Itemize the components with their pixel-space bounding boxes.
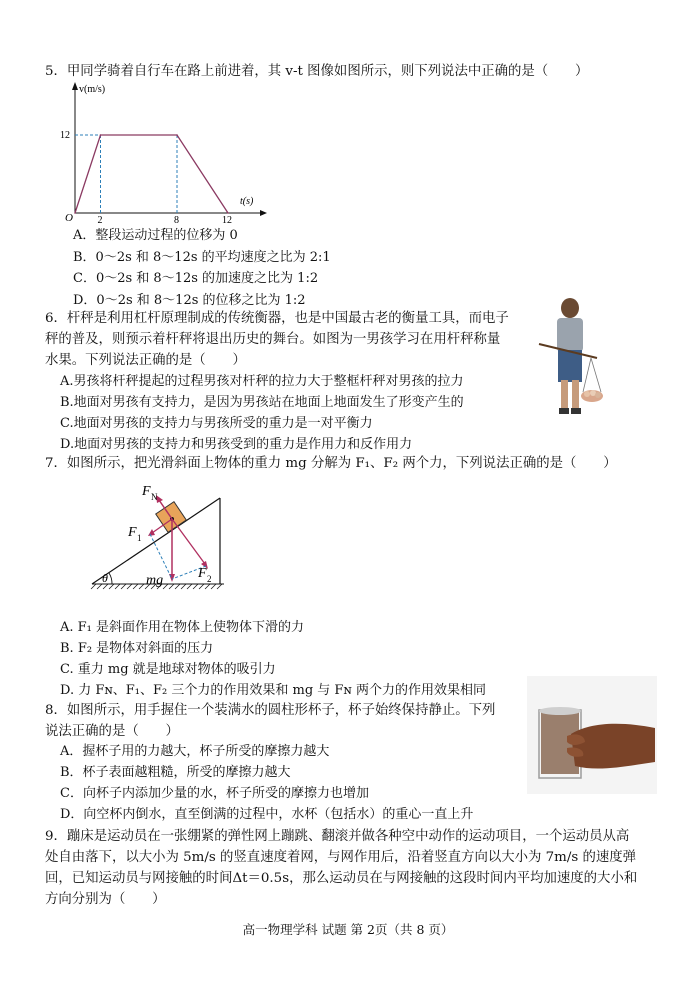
x-axis-arrow: [260, 210, 267, 216]
data-point-1: [100, 134, 102, 136]
q8-stem-line-0: 8．如图所示，用手握住一个装满水的圆柱形杯子，杯子始终保持静止。下列: [45, 703, 496, 718]
q9-stem-line-2: 回，已知运动员与网接触的时间Δt＝0.5s，那么运动员在与网接触的这段时间内平均加速度的大小和: [45, 871, 638, 886]
f2-subscript: 2: [207, 574, 212, 584]
q7-stem: 7．如图所示，把光滑斜面上物体的重力 mg 分解为 F₁、F₂ 两个力，下列说法正确的是（ ）: [45, 456, 617, 471]
f1-label: F: [128, 525, 137, 540]
q6-option-0: A.男孩将杆秤提起的过程男孩对杆秤的拉力大于整框杆秤对男孩的拉力: [60, 374, 464, 389]
q7-option-3: D. 力 Fɴ、F₁、F₂ 三个力的作用效果和 mg 与 Fɴ 两个力的作用效果相同: [60, 683, 486, 698]
q9-stem-line-0: 9．蹦床是运动员在一张绷紧的弹性网上蹦跳、翻滚并做各种空中动作的运动项目，一个运动员从高: [45, 829, 630, 844]
q7-option-2: C. 重力 mg 就是地球对物体的吸引力: [60, 662, 276, 677]
q6-option-3: D.地面对男孩的支持力和男孩受到的重力是作用力和反作用力: [60, 437, 413, 452]
q8-stem-line-1: 说法正确的是（ ）: [45, 724, 179, 739]
q6-option-1: B.地面对男孩有支持力，是因为男孩站在地面上地面发生了形变产生的: [60, 395, 464, 410]
q8-option-1: B．杯子表面越粗糙，所受的摩擦力越大: [60, 765, 291, 780]
mg-label: mg: [146, 573, 164, 588]
y-axis-arrow: [72, 82, 78, 90]
x-tick-label-1: 8: [174, 215, 179, 225]
q7-incline-diagram: [90, 478, 240, 590]
velocity-series-line: [75, 135, 228, 213]
q8-option-3: D．向空杯内倒水，直至倒满的过程中，水杯（包括水）的重心一直上升: [60, 807, 474, 822]
q7-option-0: A. F₁ 是斜面作用在物体上使物体下滑的力: [60, 620, 305, 635]
theta-label: θ: [102, 571, 108, 585]
data-point-2: [176, 134, 178, 136]
q8-option-2: C．向杯子内添加少量的水，杯子所受的摩擦力也增加: [60, 786, 369, 801]
fn-subscript: N: [151, 492, 158, 502]
q5-option-0: A．整段运动过程的位移为 0: [73, 228, 238, 243]
q6-stem-line-0: 6．杆秤是利用杠杆原理制成的传统衡器，也是中国最古老的衡量工具，而电子: [45, 311, 509, 326]
q7-option-1: B. F₂ 是物体对斜面的压力: [60, 641, 214, 656]
fn-label: F: [142, 484, 151, 499]
data-point-0: [74, 212, 76, 214]
origin-label: O: [65, 212, 73, 224]
y-axis-label: v(m/s): [79, 84, 106, 95]
q9-stem-line-3: 方向分别为（ ）: [45, 892, 166, 907]
f1-subscript: 1: [137, 533, 142, 543]
x-tick-label-0: 2: [97, 215, 103, 225]
page-footer: 高一物理学科 试题 第 2页（共 8 页）: [242, 922, 454, 937]
data-point-3: [227, 212, 229, 214]
q5-vt-chart: [60, 80, 270, 225]
q5-option-1: B．0～2s 和 8～12s 的平均速度之比为 2:1: [73, 249, 331, 265]
q6-stem-line-1: 秤的普及，则预示着杆秤将退出历史的舞台。如图为一男孩学习在用杆秤称量: [45, 332, 501, 347]
boy-weighing-fruit-photo: [535, 292, 605, 427]
x-tick-label-2: 12: [222, 215, 232, 225]
q5-option-2: C．0～2s 和 8～12s 的加速度之比为 1:2: [73, 271, 319, 286]
x-axis-label: t(s): [240, 196, 254, 207]
y-tick-label: 12: [60, 130, 70, 141]
q6-option-2: C.地面对男孩的支持力与男孩所受的重力是一对平衡力: [60, 416, 373, 431]
f2-label: F: [198, 566, 207, 581]
q9-stem-line-1: 处自由落下，以大小为 5m/s 的竖直速度着网，与网作用后，沿着竖直方向以大小为 7m/s 的速度弹: [45, 850, 637, 865]
q5-option-3: D．0～2s 和 8～12s 的位移之比为 1:2: [73, 292, 306, 308]
hand-holding-glass-photo: [527, 676, 657, 794]
q5-stem: 5．甲同学骑着自行车在路上前进着，其 v-t 图像如图所示，则下列说法中正确的是（ ）: [45, 64, 589, 79]
q8-option-0: A．握杯子用的力越大，杯子所受的摩擦力越大: [60, 744, 330, 759]
q6-stem-line-2: 水果。下列说法正确的是（ ）: [45, 353, 246, 368]
